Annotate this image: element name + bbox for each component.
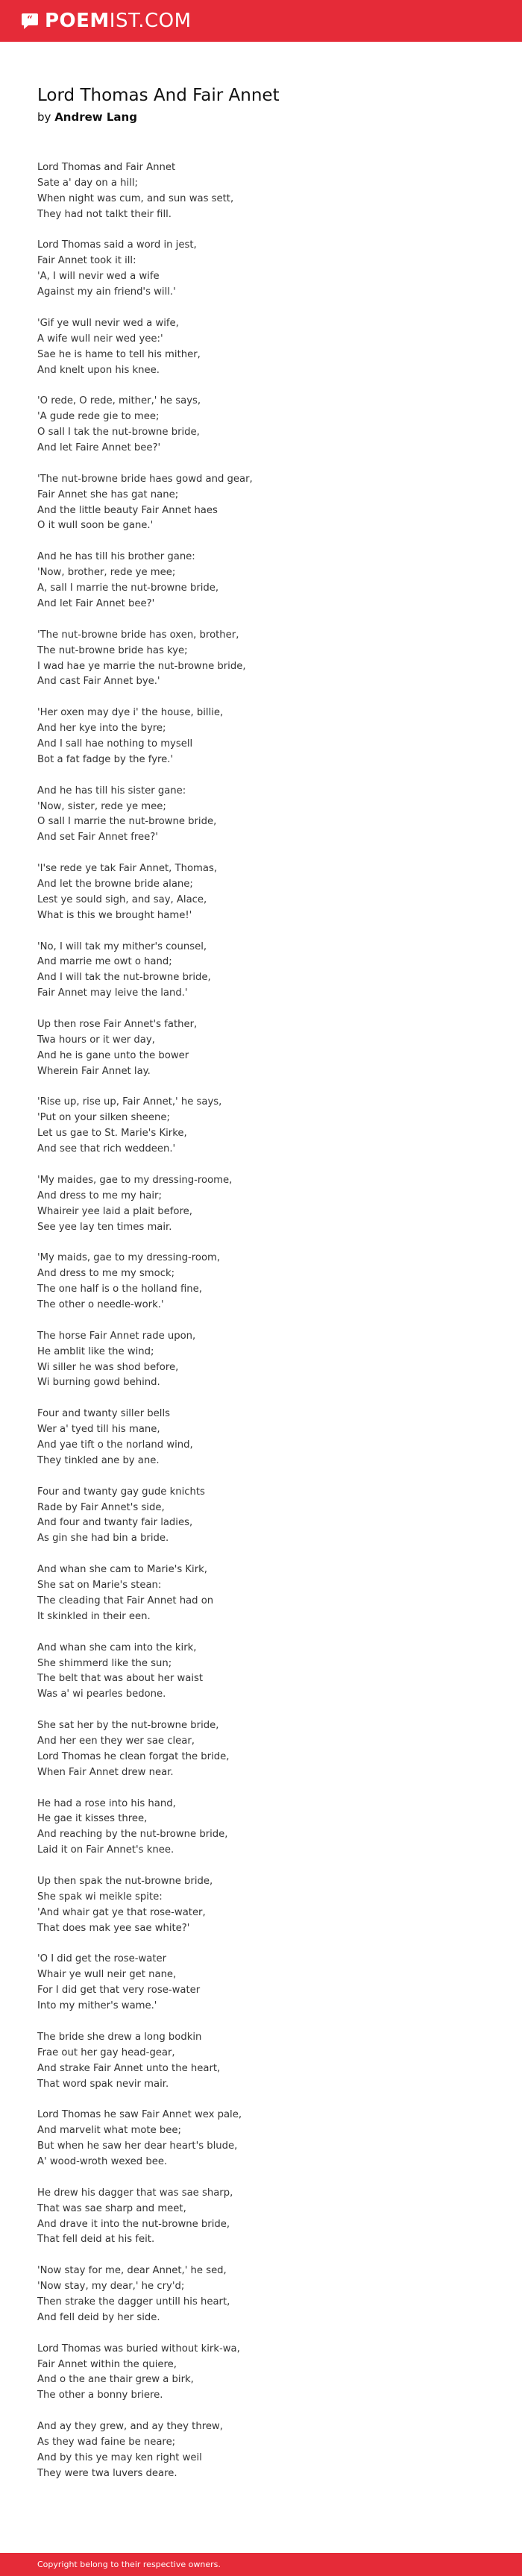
poem-line: 'Gif ye wull nevir wed a wife, [37,317,179,329]
poem-line: Into my mither's wame.' [37,2000,157,2012]
poem-line: As gin she had bin a bride. [37,1533,169,1545]
poem-line: And I will tak the nut-browne bride, [37,972,211,984]
poem-line: The other o needle-work.' [37,1299,164,1311]
poem-line: And cast Fair Annet bye.' [37,676,160,688]
poem-line: And marvelit what mote bee; [37,2125,181,2137]
poem-line: Against my ain friend's will.' [37,286,176,298]
poem-line: 'Put on your silken sheene; [37,1112,170,1124]
poem-line: Lord Thomas he clean forgat the bride, [37,1750,230,1762]
poem-line: She spak wi meikle spite: [37,1891,163,1903]
poem-line: And he has till his sister gane: [37,785,186,797]
poem-line: The nut-browne bride has kye; [37,644,188,656]
poem-line: The bride she drew a long bodkin [37,2031,202,2043]
poem-line: And he has till his brother gane: [37,551,195,563]
poem-line: And her kye into the byre; [37,723,166,735]
poem-line: The cleading that Fair Annet had on [37,1595,214,1606]
svg-text:“: “ [26,14,34,26]
poem-line: And by this ye may ken right weil [37,2451,202,2463]
brand-regular: IST.COM [109,10,192,32]
stanza [37,1718,485,1781]
stanza [37,1173,485,1236]
poem-line: 'And whair gat ye that rose-water, [37,1906,206,1918]
poem-line: Bot a fat fadge by the fyre.' [37,753,174,765]
author-link[interactable]: Andrew Lang [54,110,137,124]
poem-line: That was sae sharp and meet, [37,2202,186,2214]
poem-line: And knelt upon his knee. [37,364,160,376]
poem-line: And fell deid by her side. [37,2311,160,2323]
poem-line: Laid it on Fair Annet's knee. [37,1844,174,1856]
poem-line: And whan she cam to Marie's Kirk, [37,1564,207,1576]
poem-line: 'My maids, gae to my dressing-room, [37,1252,221,1264]
stanza [37,1329,485,1392]
stanza [37,1017,485,1080]
poem-line: Fair Annet took it ill: [37,255,136,267]
site-header [0,0,522,42]
poem-line: And strake Fair Annet unto the heart, [37,2062,221,2074]
poem-line: A, sall I marrie the nut-browne bride, [37,582,219,594]
poem-line: She shimmerd like the sun; [37,1657,172,1669]
stanza [37,706,485,768]
poem-line: O it wull soon be gane.' [37,520,154,532]
poem-line: He drew his dagger that was sae sharp, [37,2187,233,2199]
poem-line: Wi burning gowd behind. [37,1377,160,1389]
poem-title: Lord Thomas And Fair Annet [37,86,280,105]
poem-line: What is this we brought hame!' [37,909,192,921]
by-prefix: by [37,110,51,124]
poem-line: That does mak yee sae white?' [37,1922,190,1934]
poem-line: Lest ye sould sigh, and say, Alace, [37,893,207,905]
poem-line: They tinkled ane by ane. [37,1454,160,1466]
poem-line: And yae tift o the norland wind, [37,1439,193,1451]
poem-line: And dress to me my hair; [37,1190,162,1201]
stanza [37,784,485,846]
poem-line: And o the ane thair grew a birk, [37,2374,194,2386]
poem-line: He gae it kisses three, [37,1813,148,1825]
poem-line: Lord Thomas he saw Fair Annet wex pale, [37,2109,242,2121]
poem-line: When night was cum, and sun was sett, [37,192,234,204]
stanza [37,628,485,691]
poem-line: Fair Annet she has gat nane; [37,489,179,500]
poem-line: And I sall hae nothing to mysell [37,738,193,750]
poem-line: And let the browne bride alane; [37,878,193,890]
stanza [37,2030,485,2093]
stanza [37,238,485,301]
byline [37,109,137,125]
poem-line: 'Her oxen may dye i' the house, billie, [37,707,224,719]
poem-line: As they wad faine be neare; [37,2437,176,2448]
stanza [37,550,485,612]
poem-line: And reaching by the nut-browne bride, [37,1829,228,1841]
stanza [37,1407,485,1469]
poem-line: Whair ye wull neir get nane, [37,1969,177,1981]
stanza [37,861,485,924]
poem-line: The horse Fair Annet rade upon, [37,1330,196,1342]
poem-line: Fair Annet may leive the land.' [37,987,188,999]
poem-line: Four and twanty gay gude knichts [37,1486,205,1498]
poem-line: They had not talkt their fill. [37,208,172,220]
poem-line: He amblit like the wind; [37,1345,154,1357]
stanza [37,394,485,456]
stanza [37,1485,485,1548]
poem-line: Wherein Fair Annet lay. [37,1065,151,1077]
poem-line: 'My maides, gae to my dressing-roome, [37,1174,233,1186]
poem-line: That word spak nevir mair. [37,2078,169,2090]
poem-line: She sat her by the nut-browne bride, [37,1720,219,1732]
stanza [37,316,485,379]
poem-line: I wad hae ye marrie the nut-browne bride, [37,660,246,672]
stanza [37,1952,485,2014]
poem-line: 'Now stay for me, dear Annet,' he sed, [37,2265,227,2277]
poem-line: Lord Thomas was buried without kirk-wa, [37,2343,240,2354]
poem-line: O sall I tak the nut-browne bride, [37,427,200,439]
stanza [37,1562,485,1625]
poem-line: And ay they grew, and ay they threw, [37,2421,223,2433]
poem-line: And her een they wer sae clear, [37,1735,195,1747]
stanza [37,2342,485,2404]
poem-line: That fell deid at his feit. [37,2234,155,2246]
stanza [37,940,485,1002]
poem-line: And whan she cam into the kirk, [37,1642,197,1653]
poem-line: Lord Thomas and Fair Annet [37,162,176,173]
poem-line: Wer a' tyed till his mane, [37,1424,160,1436]
site-footer [0,2553,522,2576]
poem-line: But when he saw her dear heart's blude, [37,2140,238,2152]
poem-line: Four and twanty siller bells [37,1408,170,1420]
poem-line: And drave it into the nut-browne bride, [37,2218,230,2230]
stanza [37,2186,485,2249]
poem-line: O sall I marrie the nut-browne bride, [37,816,217,828]
site-logo[interactable] [21,10,192,31]
poem-line: Lord Thomas said a word in jest, [37,239,197,251]
brand-bold: POEM [45,10,110,32]
stanza [37,1874,485,1937]
poem-line: They were twa luvers deare. [37,2467,177,2479]
stanza [37,472,485,535]
stanza [37,2419,485,2482]
poem-line: Rade by Fair Annet's side, [37,1501,165,1513]
poem-line: Sate a' day on a hill; [37,177,138,189]
poem-line: 'I'se rede ye tak Fair Annet, Thomas, [37,863,218,875]
poem-line: And let Fair Annet bee?' [37,597,155,609]
quote-bubble-icon [21,12,39,30]
poem-line: 'No, I will tak my mither's counsel, [37,940,207,952]
poem-line: Whaireir yee laid a plait before, [37,1205,192,1217]
poem-line: He had a rose into his hand, [37,1797,176,1809]
poem-body [37,160,485,2498]
poem-line: And marrie me owt o hand; [37,956,172,968]
poem-line: 'Now, brother, rede ye mee; [37,567,176,579]
poem-line: And the little beauty Fair Annet haes [37,504,218,516]
poem-line: 'A, I will nevir wed a wife [37,271,160,283]
poem-line: Sae he is hame to tell his mither, [37,348,201,360]
stanza [37,2264,485,2326]
stanza [37,1797,485,1859]
poem-line: Wi siller he was shod before, [37,1361,179,1373]
poem-line: 'Rise up, rise up, Fair Annet,' he says, [37,1096,222,1108]
poem-line: 'The nut-browne bride has oxen, brother, [37,629,239,641]
poem-line: When Fair Annet drew near. [37,1766,174,1778]
poem-line: 'O rede, O rede, mither,' he says, [37,395,201,407]
poem-line: See yee lay ten times mair. [37,1221,172,1233]
poem-line: For I did get that very rose-water [37,1985,201,1997]
poem-line: Up then rose Fair Annet's father, [37,1018,198,1030]
poem-line: The other a bonny briere. [37,2390,163,2401]
poem-line: And see that rich weddeen.' [37,1143,176,1155]
copyright-text: Copyright belong to their respective owners. [37,2560,221,2569]
poem-line: And set Fair Annet free?' [37,832,158,844]
poem-line: Frae out her gay head-gear, [37,2046,175,2058]
poem-line: Let us gae to St. Marie's Kirke, [37,1128,187,1140]
poem-line: The belt that was about her waist [37,1673,204,1685]
poem-line: 'Now, sister, rede ye mee; [37,800,166,812]
stanza [37,2108,485,2170]
poem-line: A' wood-wroth wexed bee. [37,2156,168,2167]
stanza [37,1641,485,1703]
poem-line: And dress to me my smock; [37,1268,175,1280]
poem-line: It skinkled in their een. [37,1610,151,1622]
brand-name [45,10,192,31]
poem-line: Was a' wi pearles bedone. [37,1688,166,1700]
poem-line: She sat on Marie's stean: [37,1580,162,1592]
poem-line: And he is gane unto the bower [37,1049,189,1061]
poem-line: Then strake the dagger untill his heart, [37,2296,230,2308]
stanza [37,160,485,223]
poem-line: 'O I did get the rose-water [37,1953,167,1965]
poem-line: The one half is o the holland fine, [37,1284,202,1295]
poem-line: Fair Annet within the quiere, [37,2358,177,2370]
poem-line: And let Faire Annet bee?' [37,442,161,454]
poem-line: 'The nut-browne bride haes gowd and gear, [37,473,253,485]
poem-line: Twa hours or it wer day, [37,1034,155,1046]
poem-line: 'Now stay, my dear,' he cry'd; [37,2281,185,2293]
poem-line: Up then spak the nut-browne bride, [37,1875,213,1887]
stanza [37,1251,485,1313]
poem-line: A wife wull neir wed yee:' [37,333,163,345]
poem-line: And four and twanty fair ladies, [37,1517,193,1529]
poem-line: 'A gude rede gie to mee; [37,411,160,423]
stanza [37,1095,485,1157]
